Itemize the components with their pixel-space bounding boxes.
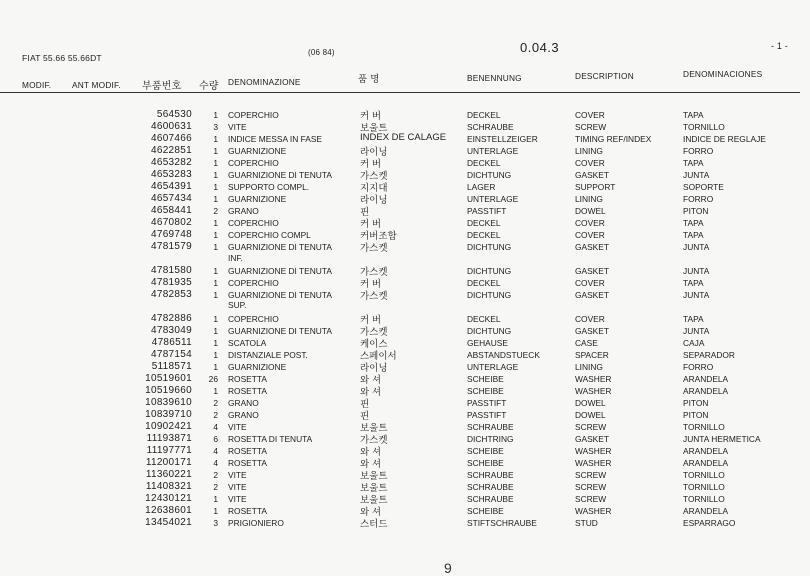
cell-en: COVER	[575, 218, 605, 228]
col-benennung: BENENNUNG	[467, 73, 522, 83]
cell-de: PASSTIFT	[467, 410, 507, 420]
cell-pn: 11200171	[145, 457, 192, 468]
cell-pn: 11360221	[145, 469, 192, 480]
cell-it: GRANO	[228, 206, 259, 216]
cell-qty: 1	[213, 326, 218, 336]
cell-es: ARANDELA	[683, 446, 729, 456]
cell-it: VITE	[228, 122, 247, 132]
cell-qty: 1	[213, 182, 218, 192]
cell-it: ROSETTA	[228, 386, 267, 396]
cell-en: SCREW	[575, 482, 607, 492]
cell-ko: 커버조합	[360, 231, 397, 242]
cell-ko: 와 셔	[360, 387, 381, 398]
cell-ko: 보울트	[360, 123, 388, 134]
cell-it: GUARNIZIONE DI TENUTA	[228, 326, 332, 336]
cell-it: ROSETTA	[228, 374, 267, 384]
cell-en: SPACER	[575, 350, 609, 360]
col-denominazione: DENOMINAZIONE	[228, 77, 301, 87]
cell-en: TIMING REF/INDEX	[575, 134, 652, 144]
cell-ko: 가스켓	[360, 291, 388, 302]
cell-en: STUD	[575, 518, 598, 528]
cell-it: GUARNIZIONE	[228, 194, 287, 204]
cell-en: COVER	[575, 158, 605, 168]
cell-it: PRIGIONIERO	[228, 518, 284, 528]
cell-it: GUARNIZIONE DI TENUTA	[228, 290, 332, 300]
model-label: FIAT 55.66 55.66DT	[22, 53, 102, 63]
cell-ko: 가스켓	[360, 327, 388, 338]
cell-it: VITE	[228, 482, 247, 492]
cell-pn: 12638601	[145, 505, 192, 516]
cell-en: GASKET	[575, 326, 609, 336]
cell-ko: 보울트	[360, 483, 388, 494]
cell-ko: 보울트	[360, 495, 388, 506]
cell-it: VITE	[228, 494, 247, 504]
cell-es: JUNTA HERMETICA	[683, 434, 761, 444]
cell-pn: 4654391	[150, 181, 192, 192]
cell-qty: 1	[213, 386, 218, 396]
cell-es: TAPA	[683, 110, 704, 120]
cell-de: ABSTANDSTUECK	[467, 350, 540, 360]
cell-es: TAPA	[683, 314, 704, 324]
cell-it: GUARNIZIONE	[228, 362, 287, 372]
cell-en: WASHER	[575, 446, 612, 456]
cell-en: CASE	[575, 338, 598, 348]
col-korean-name: 품 명	[358, 74, 380, 85]
cell-ko: 라이닝	[360, 363, 388, 374]
cell-es: ARANDELA	[683, 386, 729, 396]
cell-qty: 6	[213, 434, 218, 444]
cell-es: ESPARRAGO	[683, 518, 736, 528]
cell-en: DOWEL	[575, 410, 606, 420]
cell-qty: 1	[213, 350, 218, 360]
cell-es: SEPARADOR	[683, 350, 735, 360]
cell-pn: 11408321	[145, 481, 192, 492]
footer-mark: 9	[444, 560, 452, 576]
cell-it: VITE	[228, 422, 247, 432]
cell-de: DICHTUNG	[467, 242, 512, 252]
cell-qty: 1	[213, 314, 218, 324]
cell-de: DECKEL	[467, 158, 501, 168]
cell-qty: 1	[213, 242, 218, 252]
cell-en: LINING	[575, 362, 603, 372]
cell-pn: 4787154	[150, 349, 192, 360]
cell-en: GASKET	[575, 434, 609, 444]
col-ant-modif: ANT MODIF.	[72, 80, 121, 90]
cell-pn: 4769748	[150, 229, 192, 240]
cell-de: DICHTRING	[467, 434, 514, 444]
cell-pn: 11193871	[146, 433, 192, 444]
cell-it: DISTANZIALE POST.	[228, 350, 308, 360]
cell-de: EINSTELLZEIGER	[467, 134, 538, 144]
cell-pn: 4622851	[150, 145, 192, 156]
col-description: DESCRIPTION	[575, 71, 634, 81]
cell-pn: 4600631	[150, 121, 192, 132]
cell-de: DICHTUNG	[467, 290, 512, 300]
cell-qty: 4	[213, 422, 218, 432]
cell-de: UNTERLAGE	[467, 362, 519, 372]
cell-es: PITON	[683, 398, 709, 408]
cell-it: ROSETTA	[228, 446, 267, 456]
cell-en: SCREW	[575, 470, 607, 480]
cell-en: COVER	[575, 314, 605, 324]
cell-es: TAPA	[683, 158, 704, 168]
continuation-sup: SUP.	[228, 300, 247, 310]
cell-es: INDICE DE REGLAJE	[683, 134, 766, 144]
cell-qty: 26	[208, 374, 218, 384]
cell-pn: 5118571	[151, 361, 192, 372]
cell-qty: 2	[213, 398, 218, 408]
cell-pn: 11197771	[146, 445, 192, 456]
cell-en: WASHER	[575, 506, 612, 516]
cell-de: SCHEIBE	[467, 374, 504, 384]
table-row	[0, 290, 810, 302]
cell-ko: 커 버	[360, 159, 381, 170]
cell-de: SCHEIBE	[467, 446, 504, 456]
cell-pn: 10902421	[145, 421, 192, 432]
cell-it: GUARNIZIONE DI TENUTA	[228, 170, 332, 180]
cell-pn: 564530	[156, 109, 192, 120]
cell-es: SOPORTE	[683, 182, 724, 192]
cell-pn: 4658441	[150, 205, 192, 216]
cell-pn: 12430121	[145, 493, 192, 504]
cell-qty: 2	[213, 206, 218, 216]
cell-en: GASKET	[575, 266, 609, 276]
cell-es: JUNTA	[683, 170, 710, 180]
cell-es: FORRO	[683, 194, 714, 204]
cell-en: WASHER	[575, 386, 612, 396]
cell-es: JUNTA	[683, 242, 710, 252]
cell-pn: 10839610	[145, 397, 192, 408]
cell-ko: 커 버	[360, 111, 381, 122]
cell-qty: 4	[213, 458, 218, 468]
cell-pn: 4786511	[151, 337, 192, 348]
cell-en: WASHER	[575, 374, 612, 384]
cell-ko: 와 셔	[360, 375, 381, 386]
cell-es: TAPA	[683, 278, 704, 288]
cell-es: JUNTA	[683, 326, 710, 336]
cell-de: SCHEIBE	[467, 386, 504, 396]
col-part-number: 부품번호	[142, 81, 182, 92]
cell-qty: 1	[213, 494, 218, 504]
cell-en: SCREW	[575, 122, 607, 132]
cell-ko: 커 버	[360, 279, 381, 290]
cell-de: GEHAUSE	[467, 338, 508, 348]
cell-ko: 커 버	[360, 315, 381, 326]
cell-ko: 와 셔	[360, 459, 381, 470]
cell-es: CAJA	[683, 338, 705, 348]
cell-de: SCHEIBE	[467, 458, 504, 468]
cell-it: GUARNIZIONE DI TENUTA	[228, 242, 332, 252]
page-number: - 1 -	[771, 41, 789, 51]
cell-qty: 1	[213, 218, 218, 228]
cell-qty: 1	[213, 506, 218, 516]
cell-de: SCHRAUBE	[467, 122, 514, 132]
cell-it: ROSETTA DI TENUTA	[228, 434, 313, 444]
cell-es: FORRO	[683, 146, 714, 156]
cell-pn: 4782853	[150, 289, 192, 300]
cell-en: SCREW	[575, 422, 607, 432]
cell-it: ROSETTA	[228, 458, 267, 468]
cell-qty: 1	[213, 170, 218, 180]
date-label: (06 84)	[308, 48, 335, 57]
cell-es: ARANDELA	[683, 374, 729, 384]
cell-de: DECKEL	[467, 110, 501, 120]
col-quantity: 수량	[199, 81, 219, 92]
cell-en: LINING	[575, 146, 603, 156]
cell-es: TORNILLO	[683, 482, 725, 492]
table-row	[0, 518, 810, 530]
cell-es: PITON	[683, 206, 709, 216]
cell-pn: 4607466	[150, 133, 192, 144]
cell-de: PASSTIFT	[467, 206, 507, 216]
cell-ko: INDEX DE CALAGE	[360, 132, 447, 143]
cell-en: DOWEL	[575, 206, 606, 216]
cell-qty: 1	[213, 110, 218, 120]
cell-pn: 4657434	[150, 193, 192, 204]
cell-es: TORNILLO	[683, 470, 725, 480]
cell-qty: 1	[213, 290, 218, 300]
cell-qty: 1	[213, 266, 218, 276]
continuation-inf: INF.	[228, 253, 243, 263]
cell-es: ARANDELA	[683, 458, 729, 468]
cell-it: ROSETTA	[228, 506, 267, 516]
cell-pn: 10519660	[145, 385, 192, 396]
section-code: 0.04.3	[520, 40, 560, 55]
cell-qty: 1	[213, 230, 218, 240]
cell-es: FORRO	[683, 362, 714, 372]
cell-ko: 스터드	[360, 519, 388, 530]
cell-ko: 핀	[360, 399, 370, 410]
cell-ko: 와 셔	[360, 447, 381, 458]
cell-ko: 보울트	[360, 423, 388, 434]
cell-pn: 4670802	[150, 217, 192, 228]
col-modif: MODIF.	[22, 80, 52, 90]
cell-qty: 1	[213, 134, 218, 144]
cell-ko: 케이스	[360, 339, 388, 350]
cell-ko: 와 셔	[360, 507, 381, 518]
cell-pn: 10519601	[145, 373, 192, 384]
cell-ko: 핀	[360, 411, 370, 422]
cell-it: COPERCHIO	[228, 218, 279, 228]
cell-ko: 스페이서	[360, 351, 397, 362]
cell-ko: 가스켓	[360, 243, 388, 254]
cell-de: SCHRAUBE	[467, 470, 514, 480]
cell-pn: 4781579	[150, 241, 192, 252]
cell-es: TAPA	[683, 230, 704, 240]
cell-es: TORNILLO	[683, 422, 725, 432]
cell-de: DICHTUNG	[467, 266, 512, 276]
cell-it: COPERCHIO	[228, 314, 279, 324]
cell-en: GASKET	[575, 170, 609, 180]
cell-ko: 라이닝	[360, 147, 388, 158]
cell-ko: 라이닝	[360, 195, 388, 206]
cell-es: JUNTA	[683, 266, 710, 276]
cell-de: UNTERLAGE	[467, 194, 519, 204]
cell-de: DECKEL	[467, 218, 501, 228]
cell-de: DECKEL	[467, 314, 501, 324]
cell-qty: 4	[213, 446, 218, 456]
cell-en: SCREW	[575, 494, 607, 504]
cell-pn: 4781935	[150, 277, 192, 288]
cell-qty: 2	[213, 410, 218, 420]
cell-pn: 4781580	[150, 265, 192, 276]
cell-ko: 핀	[360, 207, 370, 218]
cell-ko: 보울트	[360, 471, 388, 482]
cell-en: COVER	[575, 230, 605, 240]
cell-de: DECKEL	[467, 278, 501, 288]
cell-de: SCHRAUBE	[467, 482, 514, 492]
cell-en: LINING	[575, 194, 603, 204]
cell-de: LAGER	[467, 182, 496, 192]
cell-en: GASKET	[575, 242, 609, 252]
cell-es: PITON	[683, 410, 709, 420]
cell-en: COVER	[575, 110, 605, 120]
cell-en: WASHER	[575, 458, 612, 468]
cell-it: COPERCHIO	[228, 158, 279, 168]
cell-it: VITE	[228, 470, 247, 480]
cell-de: SCHRAUBE	[467, 422, 514, 432]
cell-ko: 커 버	[360, 219, 381, 230]
cell-de: UNTERLAGE	[467, 146, 519, 156]
cell-es: TAPA	[683, 218, 704, 228]
cell-it: GRANO	[228, 398, 259, 408]
cell-qty: 1	[213, 362, 218, 372]
cell-de: PASSTIFT	[467, 398, 507, 408]
cell-it: COPERCHIO COMPL	[228, 230, 311, 240]
cell-es: JUNTA	[683, 290, 710, 300]
cell-ko: 가스켓	[360, 435, 388, 446]
cell-qty: 1	[213, 158, 218, 168]
cell-de: SCHRAUBE	[467, 494, 514, 504]
cell-es: TORNILLO	[683, 494, 725, 504]
cell-qty: 2	[213, 482, 218, 492]
cell-en: DOWEL	[575, 398, 606, 408]
cell-pn: 4783049	[150, 325, 192, 336]
cell-it: COPERCHIO	[228, 110, 279, 120]
cell-it: SCATOLA	[228, 338, 267, 348]
cell-es: ARANDELA	[683, 506, 729, 516]
cell-it: GRANO	[228, 410, 259, 420]
cell-de: DICHTUNG	[467, 170, 512, 180]
cell-qty: 1	[213, 338, 218, 348]
cell-it: GUARNIZIONE	[228, 146, 287, 156]
cell-ko: 지지대	[360, 183, 388, 194]
cell-it: INDICE MESSA IN FASE	[228, 134, 323, 144]
cell-es: TORNILLO	[683, 122, 725, 132]
cell-it: GUARNIZIONE DI TENUTA	[228, 266, 332, 276]
cell-qty: 1	[213, 146, 218, 156]
cell-en: GASKET	[575, 290, 609, 300]
cell-qty: 3	[213, 518, 218, 528]
cell-qty: 1	[213, 194, 218, 204]
table-row	[0, 242, 810, 254]
cell-pn: 4782886	[150, 313, 192, 324]
cell-qty: 3	[213, 122, 218, 132]
cell-de: STIFTSCHRAUBE	[467, 518, 537, 528]
cell-pn: 4653283	[150, 169, 192, 180]
cell-it: COPERCHIO	[228, 278, 279, 288]
cell-qty: 1	[213, 278, 218, 288]
cell-pn: 4653282	[150, 157, 192, 168]
cell-it: SUPPORTO COMPL.	[228, 182, 310, 192]
cell-ko: 가스켓	[360, 171, 388, 182]
cell-pn: 10839710	[145, 409, 192, 420]
cell-de: DECKEL	[467, 230, 501, 240]
cell-de: SCHEIBE	[467, 506, 504, 516]
cell-ko: 가스켓	[360, 267, 388, 278]
col-denominaciones: DENOMINACIONES	[683, 69, 763, 79]
cell-en: SUPPORT	[575, 182, 616, 192]
cell-qty: 2	[213, 470, 218, 480]
cell-pn: 13454021	[145, 517, 192, 528]
cell-en: COVER	[575, 278, 605, 288]
cell-de: DICHTUNG	[467, 326, 512, 336]
